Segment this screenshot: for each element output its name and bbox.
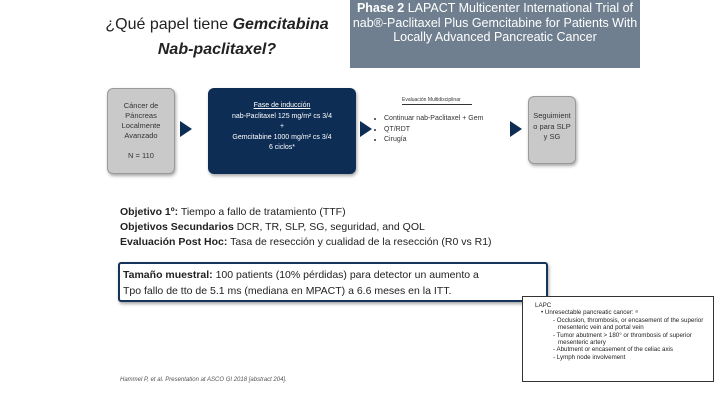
phase-title-box (350, 0, 640, 68)
lapc-list (535, 309, 713, 361)
followup-box (528, 96, 576, 164)
list-item: - Occlusion, thrombosis, or encasement of the superior mesenteric vein and portal vein (553, 316, 704, 332)
question-em-2: Nab-paclitaxel? (157, 41, 277, 58)
objective-secondary-text: DCR, TR, SLP, SG, seguridad, and QOL (233, 221, 425, 233)
citation: Hammel P, et al. Presentation at ASCO GI 2018 [abstract 204]. (120, 377, 287, 383)
followup-line-2: o para SLP (533, 121, 571, 131)
list-item: • Continuar nab-Paclitaxel + Gem (384, 114, 514, 125)
question-em-1: Gemcitabina (232, 16, 329, 33)
induction-box (208, 88, 356, 174)
list-item: - Abutment or encasement of the celiac axis (553, 346, 674, 354)
followup-line-3: y SG (543, 132, 561, 141)
lapc-sub-text: Abutment or encasement of the celiac axis (556, 346, 674, 354)
options-list (374, 114, 514, 146)
list-item: • QT/RDT (384, 125, 514, 136)
cancer-line-3: Localmente (121, 121, 161, 130)
list-item: • Unresectable pancreatic cancer: ᵃ - Occlusion, thrombosis, or encasement of the superior mesenteric vein and portal vein - Tumor abutment > 180° or thrombosis of superior mesenteric artery - Abutment or encasement of the celiac axis - Lymph node involvement (541, 309, 713, 361)
objectives-block (120, 205, 590, 250)
cancer-n: N = 110 (128, 151, 154, 160)
induction-line-3: Gemcitabine 1000 mg/m² cs 3/4 (232, 133, 332, 141)
list-item: • Cirugía (384, 135, 514, 146)
phase-text: LAPACT Multicenter International Trial of nab®-Paclitaxel Plus Gemcitabine for Patients With Locally Advanced Pancreatic Cancer (352, 1, 638, 44)
objective-secondary (120, 220, 590, 235)
cancer-line-1: Cáncer de (123, 101, 159, 110)
arrow-right-icon (180, 121, 192, 137)
list-item: - Lymph node involvement (553, 353, 626, 361)
cancer-line-2: Páncreas (125, 111, 157, 120)
sample-text-1: 100 patients (10% pérdidas) para detector un aumento a (212, 269, 479, 281)
slide-question (92, 12, 342, 62)
objective-primary (120, 205, 590, 220)
lapc-definition-box (522, 296, 714, 382)
followup-line-1: Seguimient (533, 111, 571, 120)
objective-posthoc-label: Evaluación Post Hoc: (120, 236, 228, 248)
list-item: - Tumor abutment > 180° or thrombosis of superior mesenteric artery (553, 331, 692, 347)
question-prefix: ¿Qué papel tiene (105, 16, 233, 33)
arrow-right-icon (510, 121, 522, 137)
lapc-sub-text: Lymph node involvement (556, 353, 626, 361)
induction-line-1: nab-Paclitaxel 125 mg/m² cs 3/4 (232, 112, 332, 120)
objective-secondary-label: Objetivos Secundarios (120, 221, 234, 233)
lapc-sub-text: Tumor abutment > 180° or thrombosis of superior mesenteric artery (556, 331, 692, 347)
multidisciplinary-label: Evaluación Multidisciplinar (402, 97, 472, 105)
cancer-line-4: Avanzado (124, 131, 158, 140)
objective-posthoc-text: Tasa de resección y cualidad de la resección (R0 vs R1) (227, 236, 492, 248)
lapc-sub-text: Occlusion, thrombosis, or encasement of the superior mesenteric vein and portal vein (556, 316, 704, 332)
cancer-box (107, 88, 175, 174)
lapc-sublist (541, 317, 713, 361)
phase-bold: Phase 2 (356, 1, 405, 15)
sample-size-box (118, 262, 548, 302)
objective-posthoc (120, 235, 590, 250)
induction-title: Fase de inducción (253, 102, 311, 109)
arrow-right-icon (360, 121, 372, 137)
objective-primary-label: Objetivo 1º: (120, 206, 179, 218)
induction-line-4: 6 ciclos* (268, 144, 296, 151)
lapc-title: LAPC (535, 302, 552, 309)
induction-line-2: + (279, 123, 285, 130)
sample-text-2: Tpo fallo de tto de 5.1 ms (mediana en MPACT) a 6.6 meses en la ITT. (123, 285, 452, 297)
sample-label: Tamaño muestral: (123, 269, 213, 281)
objective-primary-text: Tiempo a fallo de tratamiento (TTF) (178, 206, 346, 218)
lapc-item-text: Unresectable pancreatic cancer: ᵃ (544, 309, 638, 317)
